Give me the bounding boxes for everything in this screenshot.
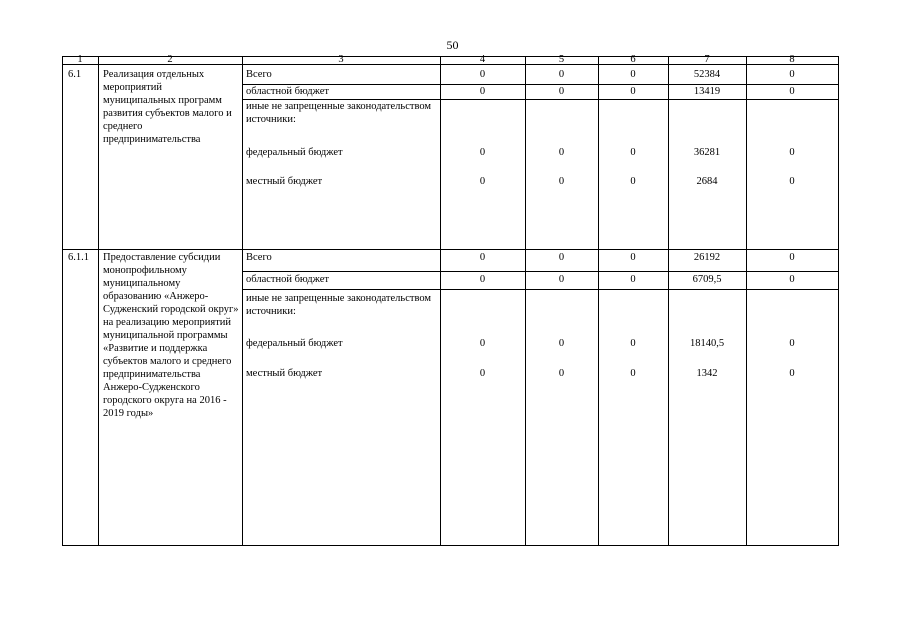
value-cell: 0 — [789, 86, 795, 97]
column-line — [838, 56, 839, 546]
value-cell: 0 — [630, 274, 636, 285]
source-label: Всего — [246, 252, 272, 263]
value-cell: 0 — [479, 252, 486, 263]
row-name: Реализация отдельных мероприятий муниципальных программ развития субъектов малого и среднего предпринимательства — [103, 69, 232, 145]
value-cell: 0 — [479, 274, 486, 285]
value-cell: 13419 — [693, 86, 721, 97]
value-cell: 0 — [558, 69, 565, 80]
value-cell: 0 — [630, 338, 636, 349]
source-label: областной бюджет — [246, 86, 329, 97]
value-cell: 26192 — [693, 252, 721, 263]
value-cell: 0 — [789, 252, 795, 263]
value-cell: 6709,5 — [692, 274, 722, 285]
value-cell: 0 — [630, 69, 636, 80]
value-cell: 0 — [558, 86, 565, 97]
source-label: иные не запрещенные законодательством источники: — [246, 101, 432, 125]
row-number: 6.1.1 — [68, 252, 89, 263]
value-cell: 0 — [789, 274, 795, 285]
column-line — [440, 56, 441, 546]
source-label: местный бюджет — [246, 368, 323, 379]
source-label: федеральный бюджет — [246, 338, 343, 349]
source-label: областной бюджет — [246, 274, 329, 285]
page-number: 50 — [446, 38, 459, 52]
value-cell: 0 — [789, 147, 795, 158]
value-cell: 0 — [558, 176, 565, 187]
header-cell: 1 — [77, 54, 83, 65]
value-cell: 1342 — [696, 368, 718, 379]
value-cell: 0 — [630, 147, 636, 158]
column-line — [746, 56, 747, 546]
column-line — [62, 56, 63, 546]
value-cell: 0 — [558, 252, 565, 263]
value-cell: 18140,5 — [689, 338, 725, 349]
header-cell: 7 — [704, 54, 710, 65]
value-cell: 52384 — [693, 69, 721, 80]
header-cell: 4 — [479, 54, 486, 65]
value-cell: 0 — [630, 252, 636, 263]
value-cell: 0 — [479, 86, 486, 97]
source-label: Всего — [246, 69, 272, 80]
header-cell: 2 — [167, 54, 173, 65]
row-name: Предоставление субсидии монопрофильному муниципальному образованию «Анжеро-Судженский городской округ» на реализацию мероприятий муниципальной программы «Развитие и поддержка субъектов малого и среднего предпринимательства Анжеро-Судженского городского округа на 2016 - 2019 годы» — [103, 252, 239, 419]
value-cell: 0 — [479, 147, 486, 158]
value-cell: 0 — [630, 368, 636, 379]
value-cell: 0 — [789, 368, 795, 379]
table-bottom-border — [62, 545, 839, 546]
column-line — [98, 56, 99, 546]
value-cell: 0 — [558, 147, 565, 158]
value-cell: 0 — [479, 69, 486, 80]
column-line — [598, 56, 599, 546]
value-cell: 0 — [558, 368, 565, 379]
value-cell: 0 — [479, 338, 486, 349]
header-cell: 8 — [789, 54, 795, 65]
row-number: 6.1 — [68, 69, 82, 80]
column-line — [242, 56, 243, 546]
value-cell: 0 — [789, 176, 795, 187]
value-cell: 0 — [789, 69, 795, 80]
budget-table — [62, 56, 839, 546]
value-cell: 0 — [558, 274, 565, 285]
header-cell: 5 — [558, 54, 565, 65]
source-label: иные не запрещенные законодательством источники: — [246, 293, 432, 317]
source-label: федеральный бюджет — [246, 147, 343, 158]
value-cell: 36281 — [693, 147, 721, 158]
value-cell: 0 — [479, 176, 486, 187]
value-cell: 2684 — [696, 176, 718, 187]
source-label: местный бюджет — [246, 176, 323, 187]
value-cell: 0 — [558, 338, 565, 349]
value-cell: 0 — [630, 86, 636, 97]
row-divider — [242, 271, 839, 272]
column-line — [668, 56, 669, 546]
value-cell: 0 — [479, 368, 486, 379]
section-divider — [62, 249, 839, 250]
row-divider — [242, 289, 839, 290]
header-cell: 3 — [338, 54, 344, 65]
header-cell: 6 — [630, 54, 636, 65]
value-cell: 0 — [630, 176, 636, 187]
value-cell: 0 — [789, 338, 795, 349]
column-line — [525, 56, 526, 546]
